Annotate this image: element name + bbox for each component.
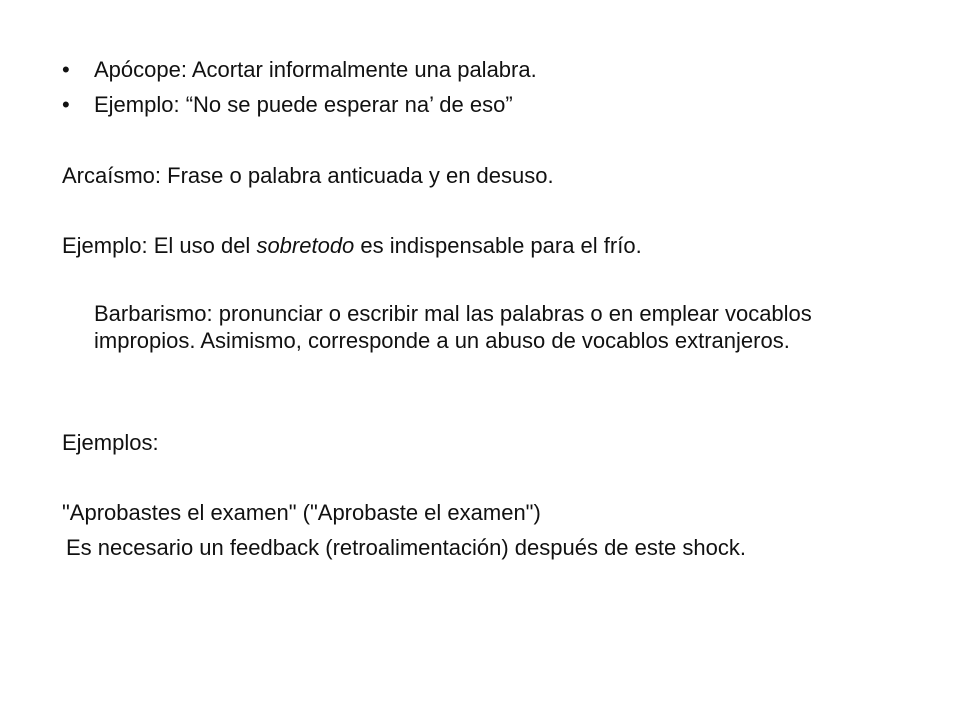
arcaismo-definition: Arcaísmo: Frase o palabra anticuada y en desuso. [62,163,554,188]
arcaismo-example [62,233,642,259]
arcaismo-example-emphasis: sobretodo [256,233,355,258]
barbarismo-definition: Barbarismo: pronunciar o escribir mal las palabras o en emplear vocablos impropios. Asimismo, corresponde a un abuso de vocablos extranjeros. [94,301,812,353]
bullet-apocope: Apócope: Acortar informalmente una palabra. [94,57,537,82]
arcaismo-example-before: Ejemplo: El uso del [62,233,257,258]
bullet-icon: • [62,57,70,82]
bullet-ejemplo: Ejemplo: “No se puede esperar na’ de eso” [94,92,513,117]
arcaismo-example-after: es indispensable para el frío. [354,233,642,258]
ejemplos-heading: Ejemplos: [62,430,159,455]
barbarismo-example-1: "Aprobastes el examen" ("Aprobaste el examen") [62,500,541,525]
barbarismo-example-2: Es necesario un feedback (retroalimentación) después de este shock. [66,535,746,560]
bullet-icon: • [62,92,70,117]
